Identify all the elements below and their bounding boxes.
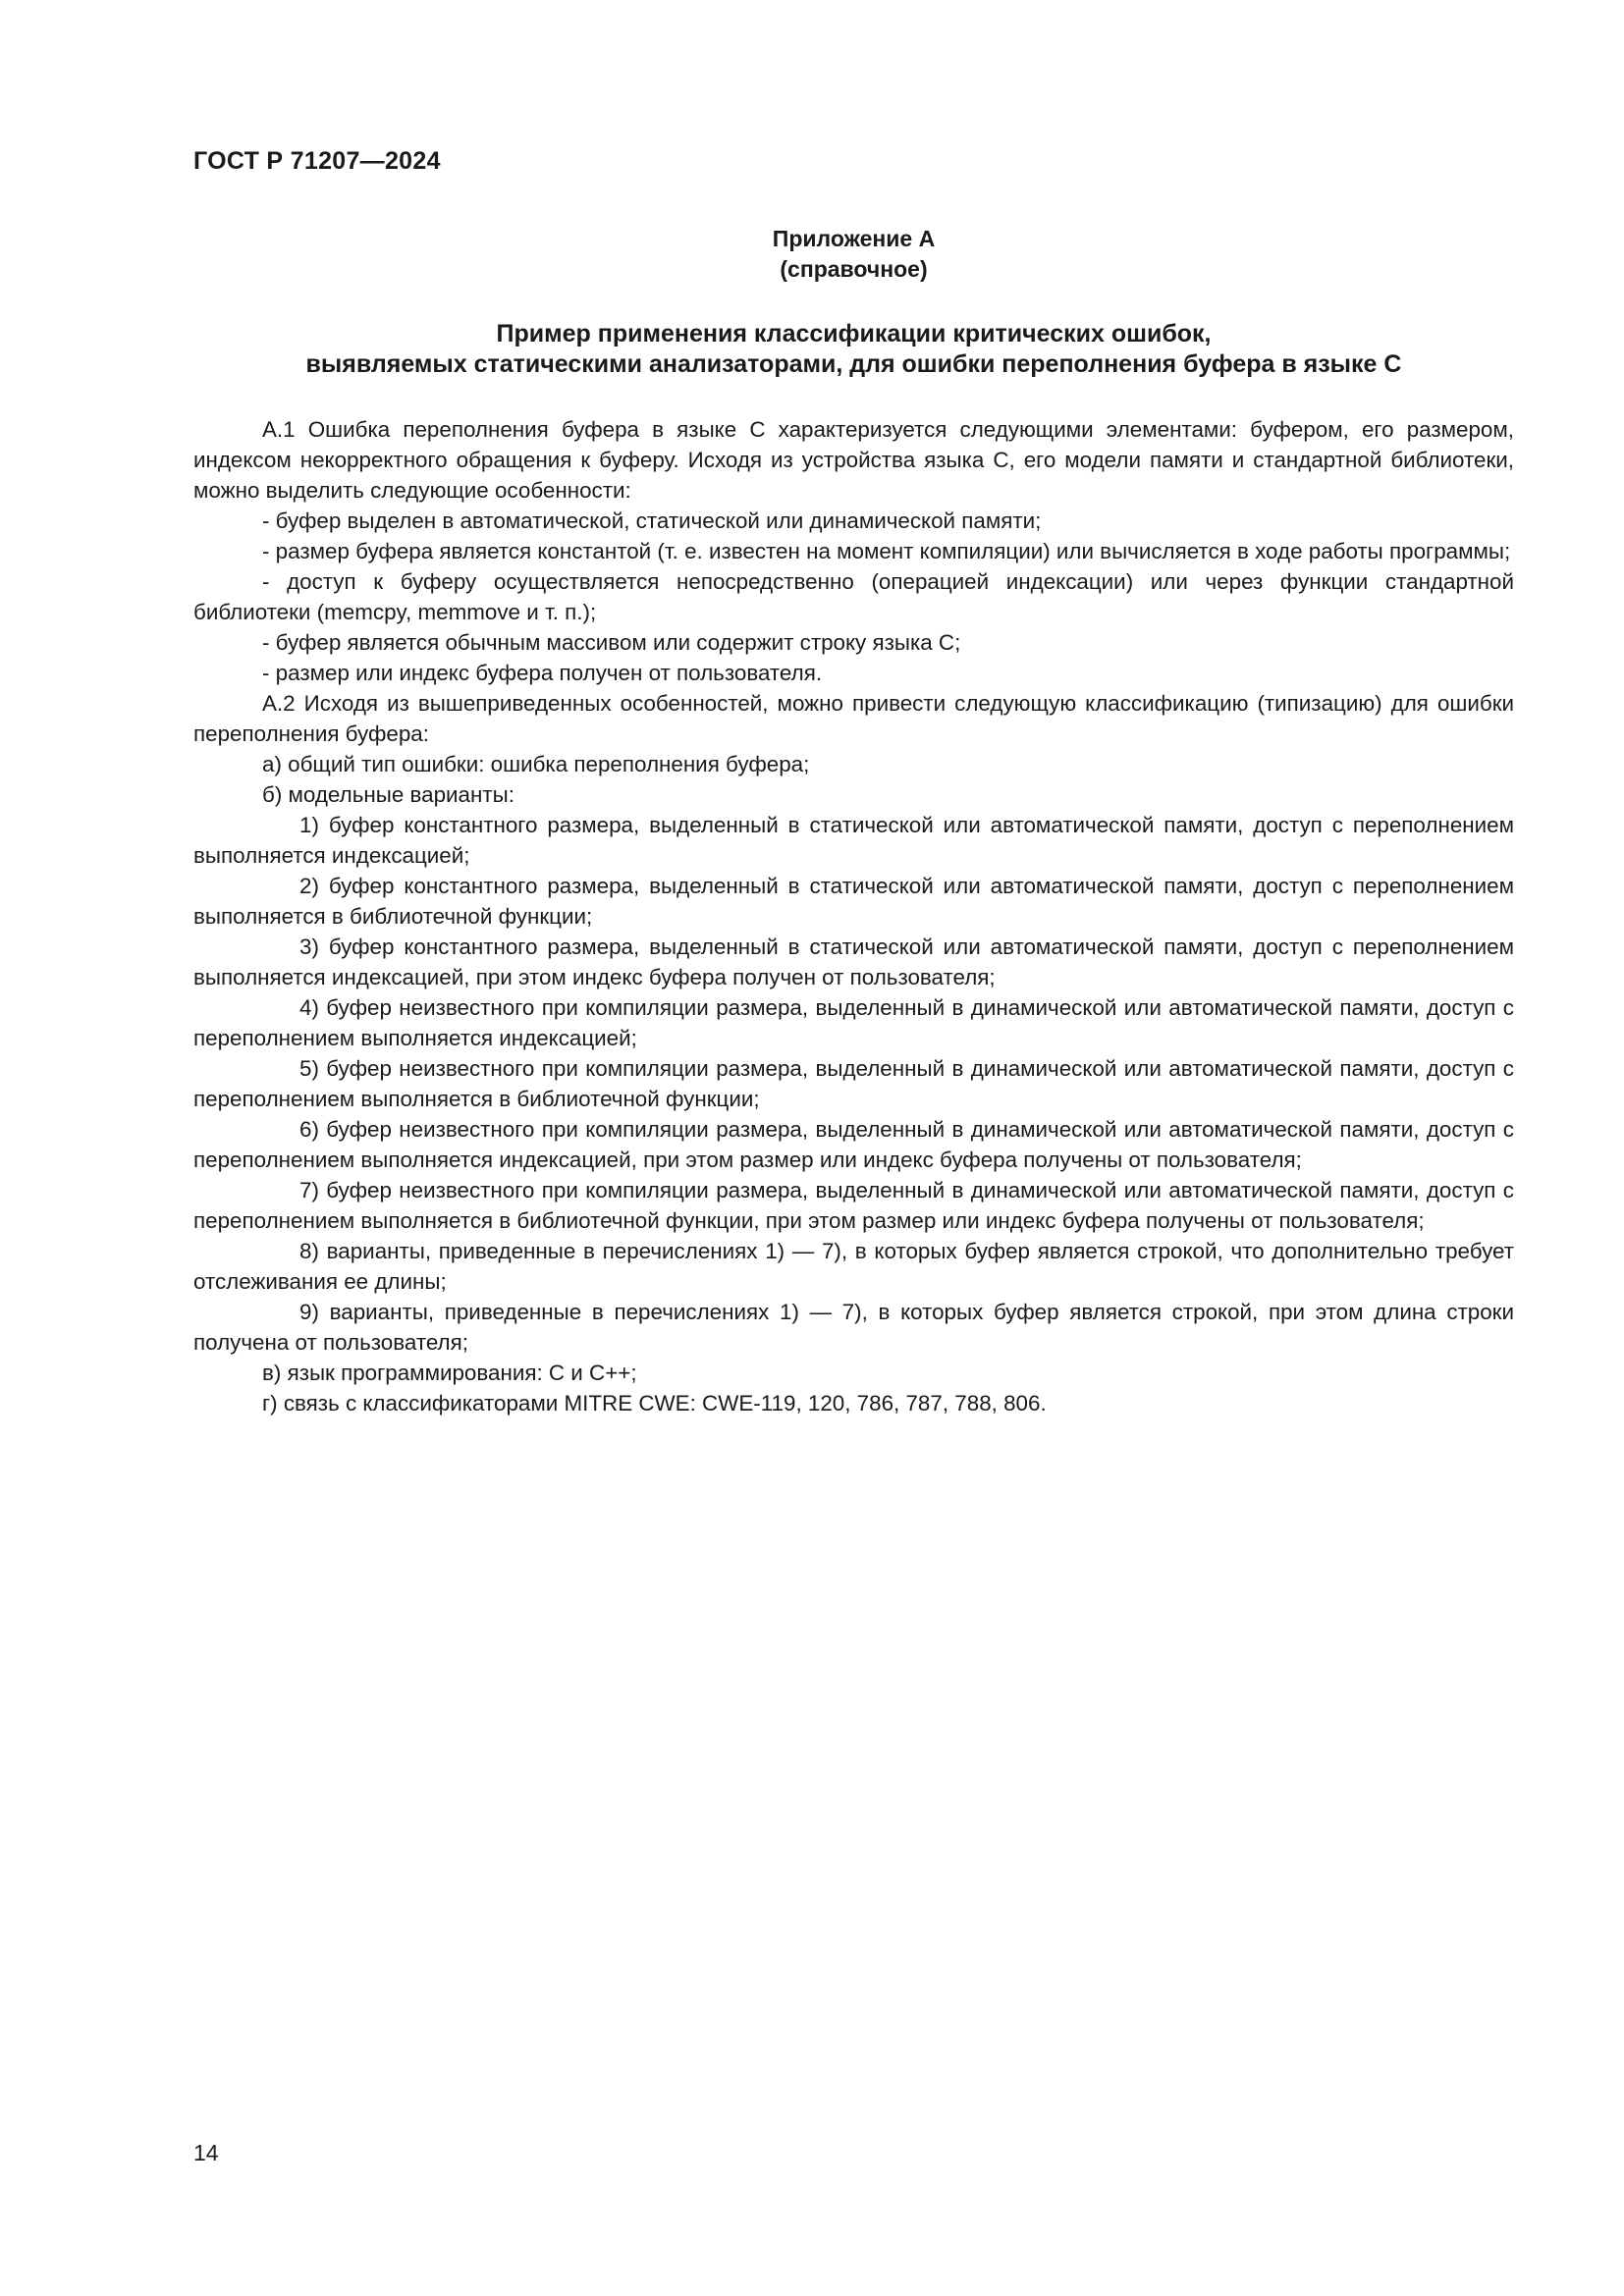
sub-list-item: 3) буфер константного размера, выделенный в статической или автоматической памяти, доступ с переполнением выполняется индексацией, при этом индекс буфера получен от пользователя;: [193, 934, 1514, 989]
list-item: г) связь с классификаторами MITRE CWE: CWE-119, 120, 786, 787, 788, 806.: [262, 1391, 1047, 1415]
sub-list-item: 4) буфер неизвестного при компиляции размера, выделенный в динамической или автоматической памяти, доступ с переполнением выполняется индексацией;: [193, 995, 1514, 1050]
sub-list-item: 2) буфер константного размера, выделенный в статической или автоматической памяти, доступ с переполнением выполняется в библиотечной функции;: [193, 874, 1514, 929]
list-item: - размер или индекс буфера получен от пользователя.: [262, 661, 823, 685]
appendix-note: (справочное): [780, 256, 928, 282]
list-item: - буфер является обычным массивом или содержит строку языка С;: [262, 630, 961, 655]
sub-list-item: 1) буфер константного размера, выделенный в статической или автоматической памяти, доступ с переполнением выполняется индексацией;: [193, 813, 1514, 868]
body-text: [193, 414, 1514, 1418]
list-item: - доступ к буферу осуществляется непосредственно (операцией индексации) или через функции стандартной библиотеки (memcpy, memmove и т. п.);: [193, 569, 1514, 624]
sub-list-item: 5) буфер неизвестного при компиляции размера, выделенный в динамической или автоматической памяти, доступ с переполнением выполняется в библиотечной функции;: [193, 1056, 1514, 1111]
page-number: 14: [193, 2140, 219, 2165]
list-item: а) общий тип ошибки: ошибка переполнения буфера;: [262, 752, 810, 776]
appendix-title: Приложение А: [772, 226, 936, 251]
appendix-heading-line-1: Пример применения классификации критических ошибок,: [496, 320, 1212, 347]
paragraph-a1: А.1 Ошибка переполнения буфера в языке С характеризуется следующими элементами: буфером, его размером, индексом некорректного обращения к буферу. Исходя из устройства языка С, его модели памяти и стандартной библиотеки, можно выделить следующие особенности:: [193, 417, 1514, 503]
appendix-heading-line-2: выявляемых статическими анализаторами, для ошибки переполнения буфера в языке С: [305, 350, 1402, 378]
list-item: - размер буфера является константой (т. е. известен на момент компиляции) или вычисляется в ходе работы программы;: [262, 539, 1511, 563]
sub-list-item: 8) варианты, приведенные в перечислениях 1) — 7), в которых буфер является строкой, что дополнительно требует отслеживания ее длины;: [193, 1239, 1514, 1294]
paragraph-a2: А.2 Исходя из вышеприведенных особенностей, можно привести следующую классификацию (типизацию) для ошибки переполнения буфера:: [193, 691, 1514, 746]
standard-code: ГОСТ Р 71207—2024: [193, 147, 441, 175]
sub-list-item: 7) буфер неизвестного при компиляции размера, выделенный в динамической или автоматической памяти, доступ с переполнением выполняется в библиотечной функции, при этом размер или индекс буфера получены от пользователя;: [193, 1178, 1514, 1233]
list-item: в) язык программирования: С и С++;: [262, 1361, 637, 1385]
sub-list-item: 9) варианты, приведенные в перечислениях 1) — 7), в которых буфер является строкой, при этом длина строки получена от пользователя;: [193, 1300, 1514, 1355]
sub-list-item: 6) буфер неизвестного при компиляции размера, выделенный в динамической или автоматической памяти, доступ с переполнением выполняется индексацией, при этом размер или индекс буфера получены от пользователя;: [193, 1117, 1514, 1172]
list-item: - буфер выделен в автоматической, статической или динамической памяти;: [262, 508, 1042, 533]
list-item: б) модельные варианты:: [262, 782, 514, 807]
